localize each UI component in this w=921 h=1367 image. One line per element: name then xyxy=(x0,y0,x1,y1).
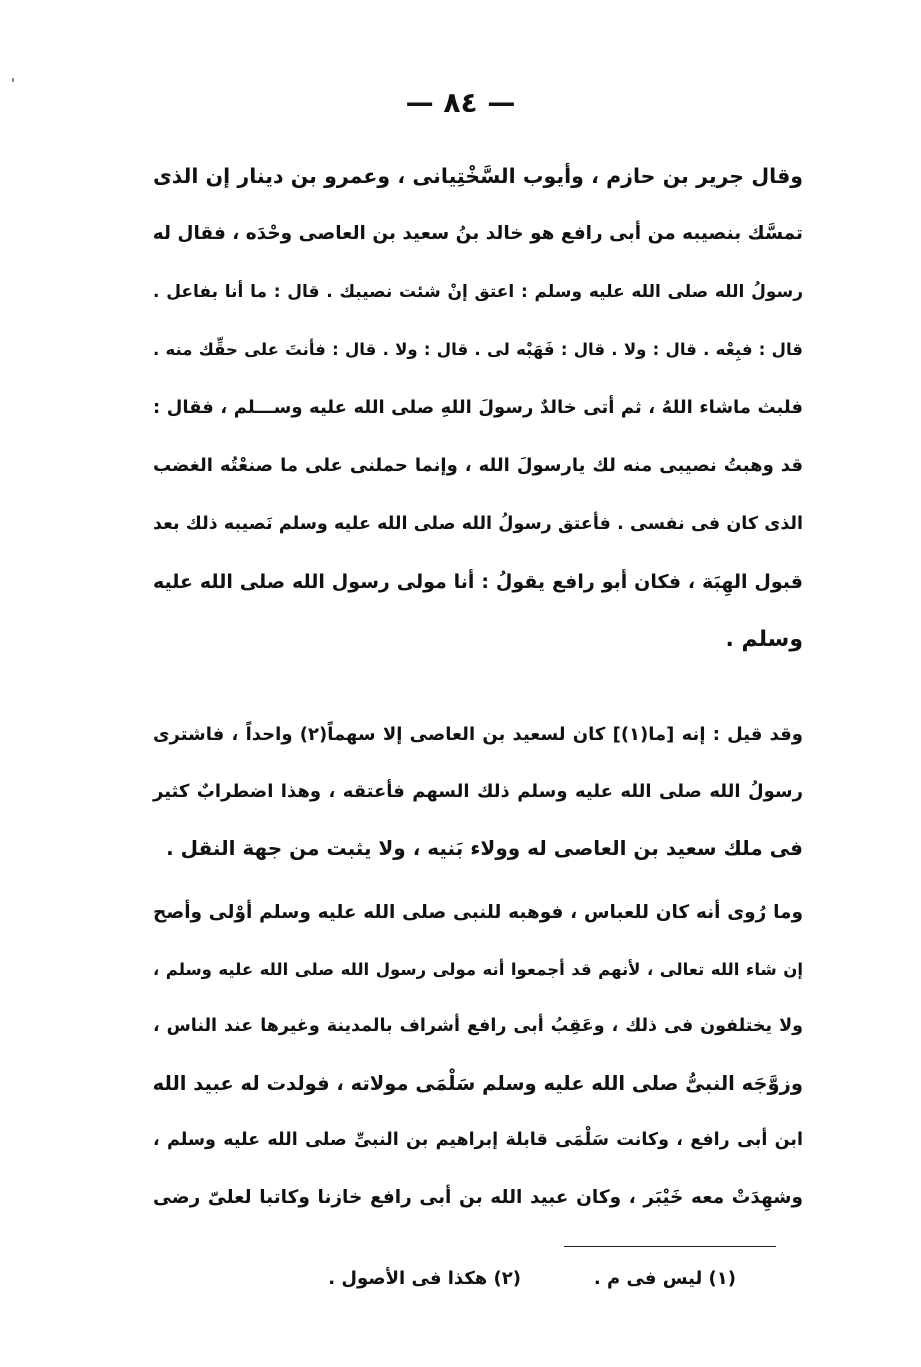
text-line: إن شاء الله تعالى ، لأنهم قد أجمعوا أنه مولى رسول الله صلى الله عليه وسلم ، xyxy=(153,960,803,979)
text-line: وشهِدَتْ معه خَيْبَر ، وكان عبيد الله بن أبى رافع خازنا وكاتبا لعلىّ رضى xyxy=(153,1187,803,1208)
text-line: فى ملك سعيد بن العاصى له وولاء بَنيه ، ولا يثبت من جهة النقل . xyxy=(166,836,803,860)
paragraph-1 xyxy=(153,147,803,669)
footnotes xyxy=(276,1268,736,1302)
text-line: وما رُوى أنه كان للعباس ، فوهبه للنبى صلى الله عليه وسلم أوْلى وأصح xyxy=(153,902,803,923)
text-line: رسولُ الله صلى الله عليه وسلم : اعتق إنْ شئت نصيبك . قال : ما أنا بفاعل . xyxy=(153,282,803,302)
text-line: تمسَّك بنصيبه من أبى رافع هو خالد بنُ سعيد بن العاصى وحْدَه ، فقال له xyxy=(152,223,803,244)
text-line: قبول الهِبَة ، فكان أبو رافع يقولُ : أنا مولى رسول الله صلى الله عليه xyxy=(153,571,803,593)
footnote-1: (١) ليس فى م . xyxy=(593,1268,736,1289)
text-line: وقد قيل : إنه [ما(١)] كان لسعيد بن العاصى إلا سهماً(٢) واحداً ، فاشترى xyxy=(153,724,803,745)
footnote-divider xyxy=(564,1246,776,1247)
text-line: قد وهبتُ نصيبى منه لك يارسولَ الله ، وإنما حملنى على ما صنعْتُه الغضب xyxy=(153,455,803,476)
text-line: رسولُ الله صلى الله عليه وسلم ذلك السهم فأعتقه ، وهذا اضطرابٌ كثير xyxy=(153,781,803,802)
text-line: فلبث ماشاء اللهُ ، ثم أتى خالدٌ رسولَ اللهِ صلى الله عليه وســـلم ، فقال : xyxy=(153,397,803,418)
footnote-2: (٢) هكذا فى الأصول . xyxy=(328,1268,521,1289)
paragraph-3 xyxy=(153,884,803,1226)
page-number: — ٨٤ — xyxy=(405,86,516,119)
text-line: ابن أبى رافع ، وكانت سَلْمَى قابلة إبراهيم بن النبىِّ صلى الله عليه وسلم ، xyxy=(153,1130,803,1150)
text-line: الذى كان فى نفسى . فأعتق رسولُ الله صلى الله عليه وسلم نَصيبه ذلك بعد xyxy=(153,514,803,534)
text-line: وزوَّجَه النبىُّ صلى الله عليه وسلم سَلْمَى مولاته ، فولدت له عبيد الله xyxy=(152,1072,803,1095)
text-line: وقال جرير بن حازم ، وأيوب السَّخْتِيانى ، وعمرو بن دينار إن الذى xyxy=(153,164,803,188)
paragraph-2 xyxy=(153,706,803,877)
text-line: ولا يختلفون فى ذلك ، وعَقِبُ أبى رافع أشراف بالمدينة وغيرها عند الناس ، xyxy=(153,1016,803,1036)
scan-speck xyxy=(12,78,14,82)
text-line: قال : فبِعْه . قال : ولا . قال : فَهَبْه لى . قال : ولا . قال : فأنتَ على حقِّك منه . xyxy=(153,340,803,359)
text-line: وسلم . xyxy=(725,627,803,652)
